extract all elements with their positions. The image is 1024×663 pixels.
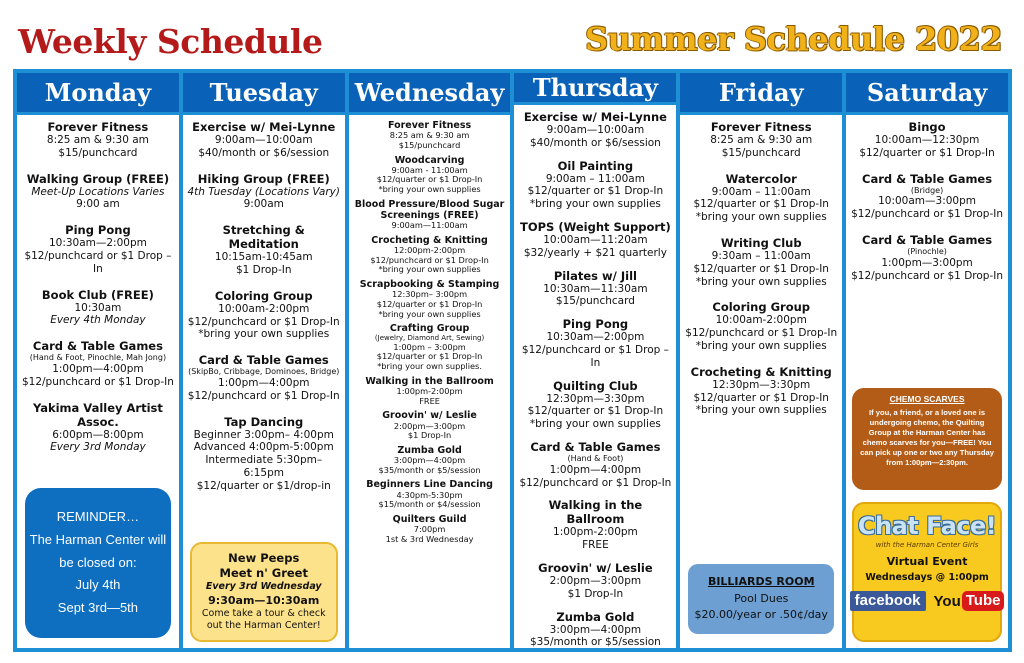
event-line: $12/quarter or $1 Drop-In	[376, 298, 483, 309]
event-line: 10:00am—3:00pm	[878, 195, 976, 208]
event-item	[187, 223, 341, 277]
event-detail: (SkipBo, Cribbage, Dominoes, Bridge)	[188, 367, 340, 377]
event-line: 8:25 am & 9:30 am	[710, 134, 813, 147]
event-line: *bring your own supplies	[378, 308, 481, 319]
event-line: 10:30am	[74, 301, 122, 314]
reminder-line: Sept 3rd—5th	[57, 600, 139, 616]
event-line: $35/month or $5/session	[378, 464, 481, 475]
event-item	[353, 199, 507, 231]
event-line: *bring your own supplies	[695, 275, 827, 288]
peeps-title: New Peeps	[228, 551, 300, 566]
event-name: Exercise w/ Mei-Lynne	[523, 110, 667, 124]
event-note: Meet-Up Locations Varies	[31, 185, 165, 198]
event-line: 10:00am-2:00pm	[218, 302, 310, 315]
reminder-line: REMINDER…	[56, 509, 140, 525]
event-item	[850, 233, 1004, 282]
virtual-event-label: Virtual Event	[886, 555, 968, 568]
event-item	[518, 220, 672, 260]
event-item	[21, 120, 175, 160]
event-line: $32/yearly + $21 quarterly	[523, 246, 667, 259]
event-name: TOPS (Weight Support)	[520, 220, 671, 235]
event-item	[684, 172, 838, 224]
event-detail: (Bridge)	[910, 185, 944, 195]
event-item	[353, 479, 507, 510]
event-line: *bring your own supplies	[378, 184, 481, 195]
reminder-box	[25, 488, 171, 638]
event-line: *bring your own supplies	[198, 328, 330, 341]
chat-face-logo: Chat Face!	[857, 512, 997, 540]
column-saturday	[846, 73, 1008, 648]
event-name: Bingo	[908, 120, 946, 134]
event-line: 10:15am-10:45am	[214, 251, 313, 264]
event-item	[353, 445, 507, 476]
event-item	[187, 120, 341, 160]
event-line: 8:25 am & 9:30 am	[46, 134, 149, 147]
event-line: 12:00pm-2:00pm	[393, 245, 466, 256]
event-line: Intermediate 5:30pm– 6:15pm	[205, 454, 323, 480]
event-name: Watercolor	[725, 171, 797, 186]
event-name: Blood Pressure/Blood Sugar Screenings (FREE)	[354, 198, 505, 221]
event-item	[518, 317, 672, 369]
event-line: Beginner 3:00pm– 4:00pm	[193, 428, 334, 441]
event-name: Woodcarving	[394, 154, 465, 166]
event-list-friday	[680, 115, 842, 429]
reminder-line: The Harman Center will	[29, 531, 167, 547]
day-header-saturday: Saturday	[846, 73, 1008, 115]
event-line: $12/punchcard or $1 Drop-In	[851, 269, 1003, 282]
event-line: 12:30pm—3:30pm	[546, 392, 645, 405]
event-line: $12/punchcard or $1 Drop-In	[370, 254, 489, 265]
event-name: Card & Table Games	[862, 171, 993, 186]
day-header-thursday: Thursday	[514, 73, 676, 105]
event-item	[187, 353, 341, 402]
event-name: Walking Group (FREE)	[26, 171, 170, 186]
social-links	[854, 591, 1000, 611]
youtube-you-text: You	[933, 592, 961, 610]
event-line: $12/quarter or $1 Drop-In	[527, 405, 664, 418]
event-item	[353, 323, 507, 371]
event-line: 10:30am—2:00pm	[546, 331, 645, 344]
billiards-title: BILLIARDS ROOM	[707, 575, 815, 589]
event-line: $15/punchcard	[721, 146, 801, 159]
event-name: Scrapbooking & Stamping	[359, 279, 500, 291]
event-line: $12/punchcard or $1 Drop-In	[21, 375, 174, 388]
column-friday	[680, 73, 842, 648]
event-name: Zumba Gold	[397, 444, 462, 456]
event-line: *bring your own supplies.	[377, 361, 482, 372]
day-header-tuesday: Tuesday	[183, 73, 345, 115]
event-name: Card & Table Games	[530, 440, 661, 455]
event-line: 10:00am—11:20am	[543, 234, 648, 247]
event-line: $12/punchcard or $1 Drop-In	[187, 315, 340, 328]
event-line: 9:00am	[243, 198, 284, 211]
event-line: $1 Drop-In	[567, 587, 624, 600]
event-name: Quilting Club	[553, 378, 638, 393]
event-item	[353, 155, 507, 195]
event-name: Crocheting & Knitting	[371, 234, 488, 246]
event-item	[187, 172, 341, 212]
chemo-body: If you, a friend, or a loved one is undergoing chemo, the Quilting Group at the Harman Center has chemo scarves for you—FREE! You can pick up one or two any Thursday from 1:00pm—2:30pm.	[860, 408, 994, 468]
day-header-wednesday: Wednesday	[349, 73, 511, 115]
event-line: $12/punchcard or $1 Drop –In	[521, 344, 669, 369]
peeps-subtitle: Meet n' Greet	[219, 566, 308, 581]
event-line: FREE	[419, 395, 440, 406]
peeps-text: out the Harman Center!	[206, 620, 321, 632]
event-line: 1:00pm—4:00pm	[549, 463, 642, 476]
column-thursday	[514, 73, 676, 648]
event-detail: (Jewelry, Diamond Art, Sewing)	[374, 334, 485, 343]
event-line: $12/quarter or $1 Drop-In	[693, 198, 829, 211]
event-item	[518, 159, 672, 211]
event-name: Book Club (FREE)	[41, 287, 154, 302]
event-line: 1st & 3rd Wednesday	[385, 533, 474, 544]
event-line: $1 Drop-In	[407, 430, 452, 441]
event-item	[518, 610, 672, 648]
event-name: Exercise w/ Mei-Lynne	[192, 120, 336, 134]
event-name: Coloring Group	[712, 300, 811, 315]
event-list-monday	[17, 115, 179, 466]
event-item	[21, 172, 175, 212]
event-line: 9:00am—11:00am	[391, 220, 468, 231]
event-item	[187, 415, 341, 493]
event-line: 3:00pm—4:00pm	[393, 455, 466, 466]
event-line: $15/punchcard	[398, 139, 461, 150]
peeps-time: 9:30am—10:30am	[208, 593, 320, 607]
event-name: Walking in the Ballroom	[365, 375, 494, 387]
event-name: Writing Club	[720, 236, 802, 251]
event-line: 10:30am—2:00pm	[48, 237, 147, 250]
event-item	[518, 269, 672, 309]
event-line: 12:30pm– 3:00pm	[392, 289, 468, 300]
event-item	[684, 365, 838, 417]
event-name: Zumba Gold	[556, 609, 635, 624]
billiards-line: Pool Dues	[734, 591, 789, 605]
event-line: 4:30pm-5:30pm	[396, 489, 463, 500]
event-line: FREE	[582, 539, 609, 552]
event-name: Tap Dancing	[224, 414, 304, 429]
event-line: 9:00am—10:00am	[546, 124, 645, 137]
event-line: *bring your own supplies	[529, 418, 661, 431]
day-header-friday: Friday	[680, 73, 842, 115]
event-line: 1:00pm – 3:00pm	[393, 341, 466, 352]
event-line: 9:00am—10:00am	[214, 134, 313, 147]
event-item	[518, 440, 672, 489]
event-item	[353, 279, 507, 319]
chat-face-box	[852, 502, 1002, 642]
weekly-schedule-title: Weekly Schedule	[18, 22, 323, 61]
peeps-frequency: Every 3rd Wednesday	[205, 581, 322, 593]
event-name: Forever Fitness	[387, 120, 472, 131]
event-line: $15/punchcard	[58, 146, 138, 159]
day-header-monday: Monday	[17, 73, 179, 115]
event-name: Pilates w/ Jill	[553, 268, 637, 283]
event-item	[850, 120, 1004, 160]
chemo-title: CHEMO SCARVES	[889, 394, 965, 404]
event-line: $12/quarter or $1 Drop-In	[527, 185, 664, 198]
event-line: $12/punchcard or $1 Drop-In	[187, 389, 340, 402]
event-line: 2:00pm—3:00pm	[549, 575, 642, 588]
event-line: $35/month or $5/session	[529, 636, 661, 648]
event-line: $1 Drop-In	[235, 264, 292, 277]
virtual-event-time: Wednesdays @ 1:00pm	[865, 572, 989, 583]
event-item	[353, 376, 507, 407]
event-line: $15/punchcard	[555, 295, 635, 308]
event-line: $40/month or $6/session	[198, 146, 330, 159]
event-note: Every 3rd Monday	[50, 441, 146, 454]
event-name: Oil Painting	[557, 158, 634, 173]
event-line: 9:00am – 11:00am	[711, 185, 811, 198]
event-line: 1:00pm—3:00pm	[881, 256, 973, 269]
event-name: Yakima Valley Artist Assoc.	[32, 400, 163, 429]
event-note: 4th Tuesday (Locations Vary)	[187, 185, 340, 198]
column-monday	[17, 73, 179, 648]
event-line: $12/quarter or $1/drop-in	[196, 479, 331, 492]
event-line: 3:00pm—4:00pm	[549, 623, 642, 636]
event-line: *bring your own supplies	[529, 198, 661, 211]
event-line: 9:00am – 11:00am	[545, 172, 645, 185]
facebook-icon[interactable]: facebook	[850, 591, 926, 611]
event-item	[353, 514, 507, 545]
event-line: *bring your own supplies	[695, 211, 827, 224]
event-line: 1:00pm-2:00pm	[553, 526, 638, 539]
schedule-board	[13, 69, 1012, 652]
chat-face-subtitle: with the Harman Center Girls	[875, 541, 979, 549]
billiards-box	[688, 564, 834, 634]
event-line: $12/quarter or $1 Drop-In	[376, 174, 483, 185]
event-detail: (Hand & Foot, Pinochle, Mah Jong)	[29, 353, 167, 363]
event-item	[850, 172, 1004, 221]
event-line: $40/month or $6/session	[529, 136, 661, 149]
event-name: Card & Table Games	[32, 339, 163, 354]
event-item	[21, 223, 175, 275]
event-line: 9:30am – 11:00am	[711, 250, 811, 263]
event-list-tuesday	[183, 115, 345, 505]
peeps-text: Come take a tour & check	[201, 607, 326, 619]
event-list-saturday	[846, 115, 1008, 294]
event-item	[187, 289, 341, 341]
event-name: Crafting Group	[389, 323, 470, 335]
event-name: Groovin' w/ Leslie	[382, 410, 477, 422]
event-name: Quilters Guild	[392, 513, 467, 525]
event-name: Ping Pong	[65, 223, 131, 238]
chemo-scarves-box	[852, 388, 1002, 490]
event-line: Advanced 4:00pm-5:00pm	[193, 441, 334, 454]
event-item	[353, 235, 507, 275]
event-item	[518, 379, 672, 431]
event-line: 1:00pm—4:00pm	[52, 363, 144, 375]
event-line: $12/punchcard or $1 Drop –In	[24, 250, 172, 275]
event-name: Groovin' w/ Leslie	[538, 561, 653, 576]
event-line: $12/punchcard or $1 Drop-In	[519, 476, 672, 489]
youtube-icon[interactable]	[934, 591, 1005, 611]
event-item	[353, 120, 507, 151]
column-wednesday	[349, 73, 511, 648]
event-item	[684, 300, 838, 352]
event-list-wednesday	[349, 115, 511, 548]
event-name: Card & Table Games	[862, 232, 993, 247]
event-item	[518, 561, 672, 601]
event-line: $12/punchcard or $1 Drop-In	[851, 208, 1003, 221]
event-line: 7:00pm	[413, 524, 446, 535]
event-line: *bring your own supplies	[378, 264, 481, 275]
event-note: Every 4th Monday	[50, 314, 146, 327]
event-name: Ping Pong	[562, 317, 629, 332]
event-item	[684, 120, 838, 160]
event-name: Walking in the Ballroom	[548, 498, 643, 527]
event-item	[518, 498, 672, 552]
youtube-tube-text: Tube	[962, 591, 1005, 611]
reminder-line: be closed on:	[59, 554, 137, 570]
event-detail: (Hand & Foot)	[567, 454, 624, 464]
new-peeps-box	[190, 542, 338, 642]
event-name: Card & Table Games	[198, 353, 329, 368]
event-line: $12/quarter or $1 Drop-In	[376, 351, 483, 362]
event-line: 10:00am—12:30pm	[874, 134, 980, 147]
event-line: 9:00 am	[76, 198, 120, 211]
event-item	[21, 339, 175, 388]
event-line: 10:30am—11:30am	[543, 282, 648, 295]
column-tuesday	[183, 73, 345, 648]
event-line: $12/quarter or $1 Drop-In	[859, 146, 995, 159]
event-line: 12:30pm—3:30pm	[712, 378, 811, 391]
event-name: Beginners Line Dancing	[366, 479, 493, 491]
reminder-line: July 4th	[75, 577, 121, 593]
billiards-line: $20.00/year or .50¢/day	[694, 608, 828, 622]
event-name: Hiking Group (FREE)	[197, 171, 330, 186]
event-item	[21, 401, 175, 455]
event-name: Forever Fitness	[47, 120, 149, 134]
event-detail: (Pinochle)	[907, 246, 947, 256]
event-line: 1:00pm—4:00pm	[218, 377, 310, 390]
event-line: 9:00am - 11:00am	[391, 164, 468, 175]
event-item	[353, 410, 507, 441]
event-line: 8:25 am & 9:30 am	[389, 130, 470, 141]
event-line: $12/quarter or $1 Drop-In	[693, 262, 829, 275]
event-line: $12/quarter or $1 Drop-In	[693, 391, 829, 404]
event-list-thursday	[514, 105, 676, 648]
event-line: *bring your own supplies	[695, 404, 827, 417]
summer-schedule-title: Summer Schedule 2022	[584, 20, 1002, 58]
event-name: Crocheting & Knitting	[690, 364, 832, 379]
event-item	[684, 236, 838, 288]
event-line: 10:00am-2:00pm	[715, 314, 807, 327]
event-line: *bring your own supplies	[695, 340, 827, 353]
event-line: 1:00pm-2:00pm	[396, 385, 463, 396]
event-name: Stretching & Meditation	[222, 223, 305, 252]
event-item	[518, 110, 672, 150]
event-name: Forever Fitness	[710, 120, 812, 134]
event-line: $12/punchcard or $1 Drop-In	[685, 327, 838, 340]
event-name: Coloring Group	[214, 288, 313, 303]
event-item	[21, 288, 175, 328]
event-line: $15/month or $4/session	[378, 499, 481, 510]
event-line: 6:00pm—8:00pm	[52, 428, 144, 441]
event-line: 2:00pm—3:00pm	[393, 420, 466, 431]
